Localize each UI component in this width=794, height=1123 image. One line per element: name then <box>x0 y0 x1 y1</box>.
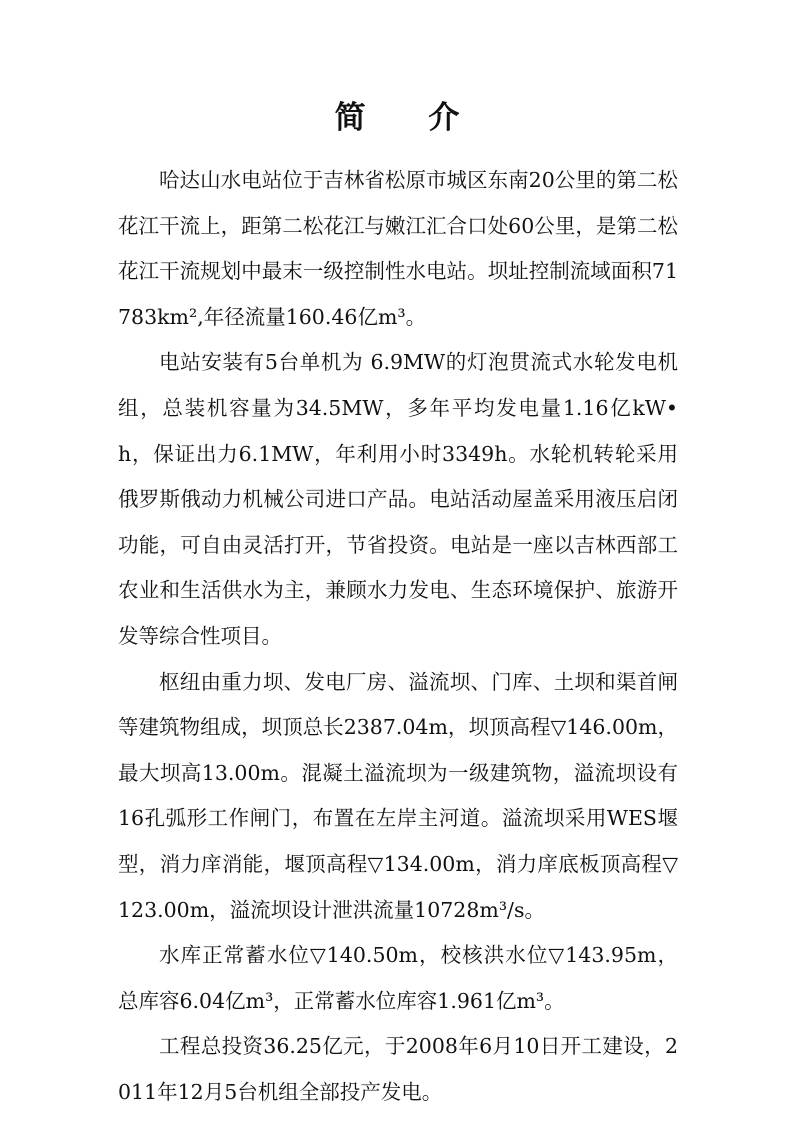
paragraph-location: 哈达山水电站位于吉林省松原市城区东南20公里的第二松花江干流上，距第二松花江与嫩江汇合口处60公里，是第二松花江干流规划中最末一级控制性水电站。坝址控制流域面积71783km²,年径流量160.46亿m³。 <box>118 168 678 329</box>
document-title: 简 介 <box>334 100 486 136</box>
paragraph-generating-units: 电站安装有5台单机为 6.9MW的灯泡贯流式水轮发电机组，总装机容量为34.5MW，多年平均发电量1.16亿kW•h，保证出力6.1MW，年利用小时3349h。水轮机转轮采用俄罗斯俄动力机械公司进口产品。电站活动屋盖采用液压启闭功能，可自由灵活打开，节省投资。电站是一座以吉林西部工农业和生活供水为主，兼顾水力发电、生态环境保护、旅游开发等综合性项目。 <box>118 350 678 648</box>
paragraph-investment: 工程总投资36.25亿元，于2008年6月10日开工建设，2011年12月5台机组全部投产发电。 <box>118 1034 678 1104</box>
document-body <box>118 158 678 1115</box>
paragraph-hub-structures: 枢纽由重力坝、发电厂房、溢流坝、门库、土坝和渠首闸等建筑物组成，坝顶总长2387.04m，坝顶高程▽146.00m，最大坝高13.00m。混凝土溢流坝为一级建筑物，溢流坝设有16孔弧形工作闸门，布置在左岸主河道。溢流坝采用WES堰型，消力庠消能，堰顶高程▽134.00m，消力庠底板顶高程▽123.00m，溢流坝设计泄洪流量10728m³/s。 <box>118 669 678 922</box>
paragraph-reservoir-levels: 水库正常蓄水位▽140.50m，校核洪水位▽143.95m，总库容6.04亿m³，正常蓄水位库容1.961亿m³。 <box>118 943 678 1013</box>
